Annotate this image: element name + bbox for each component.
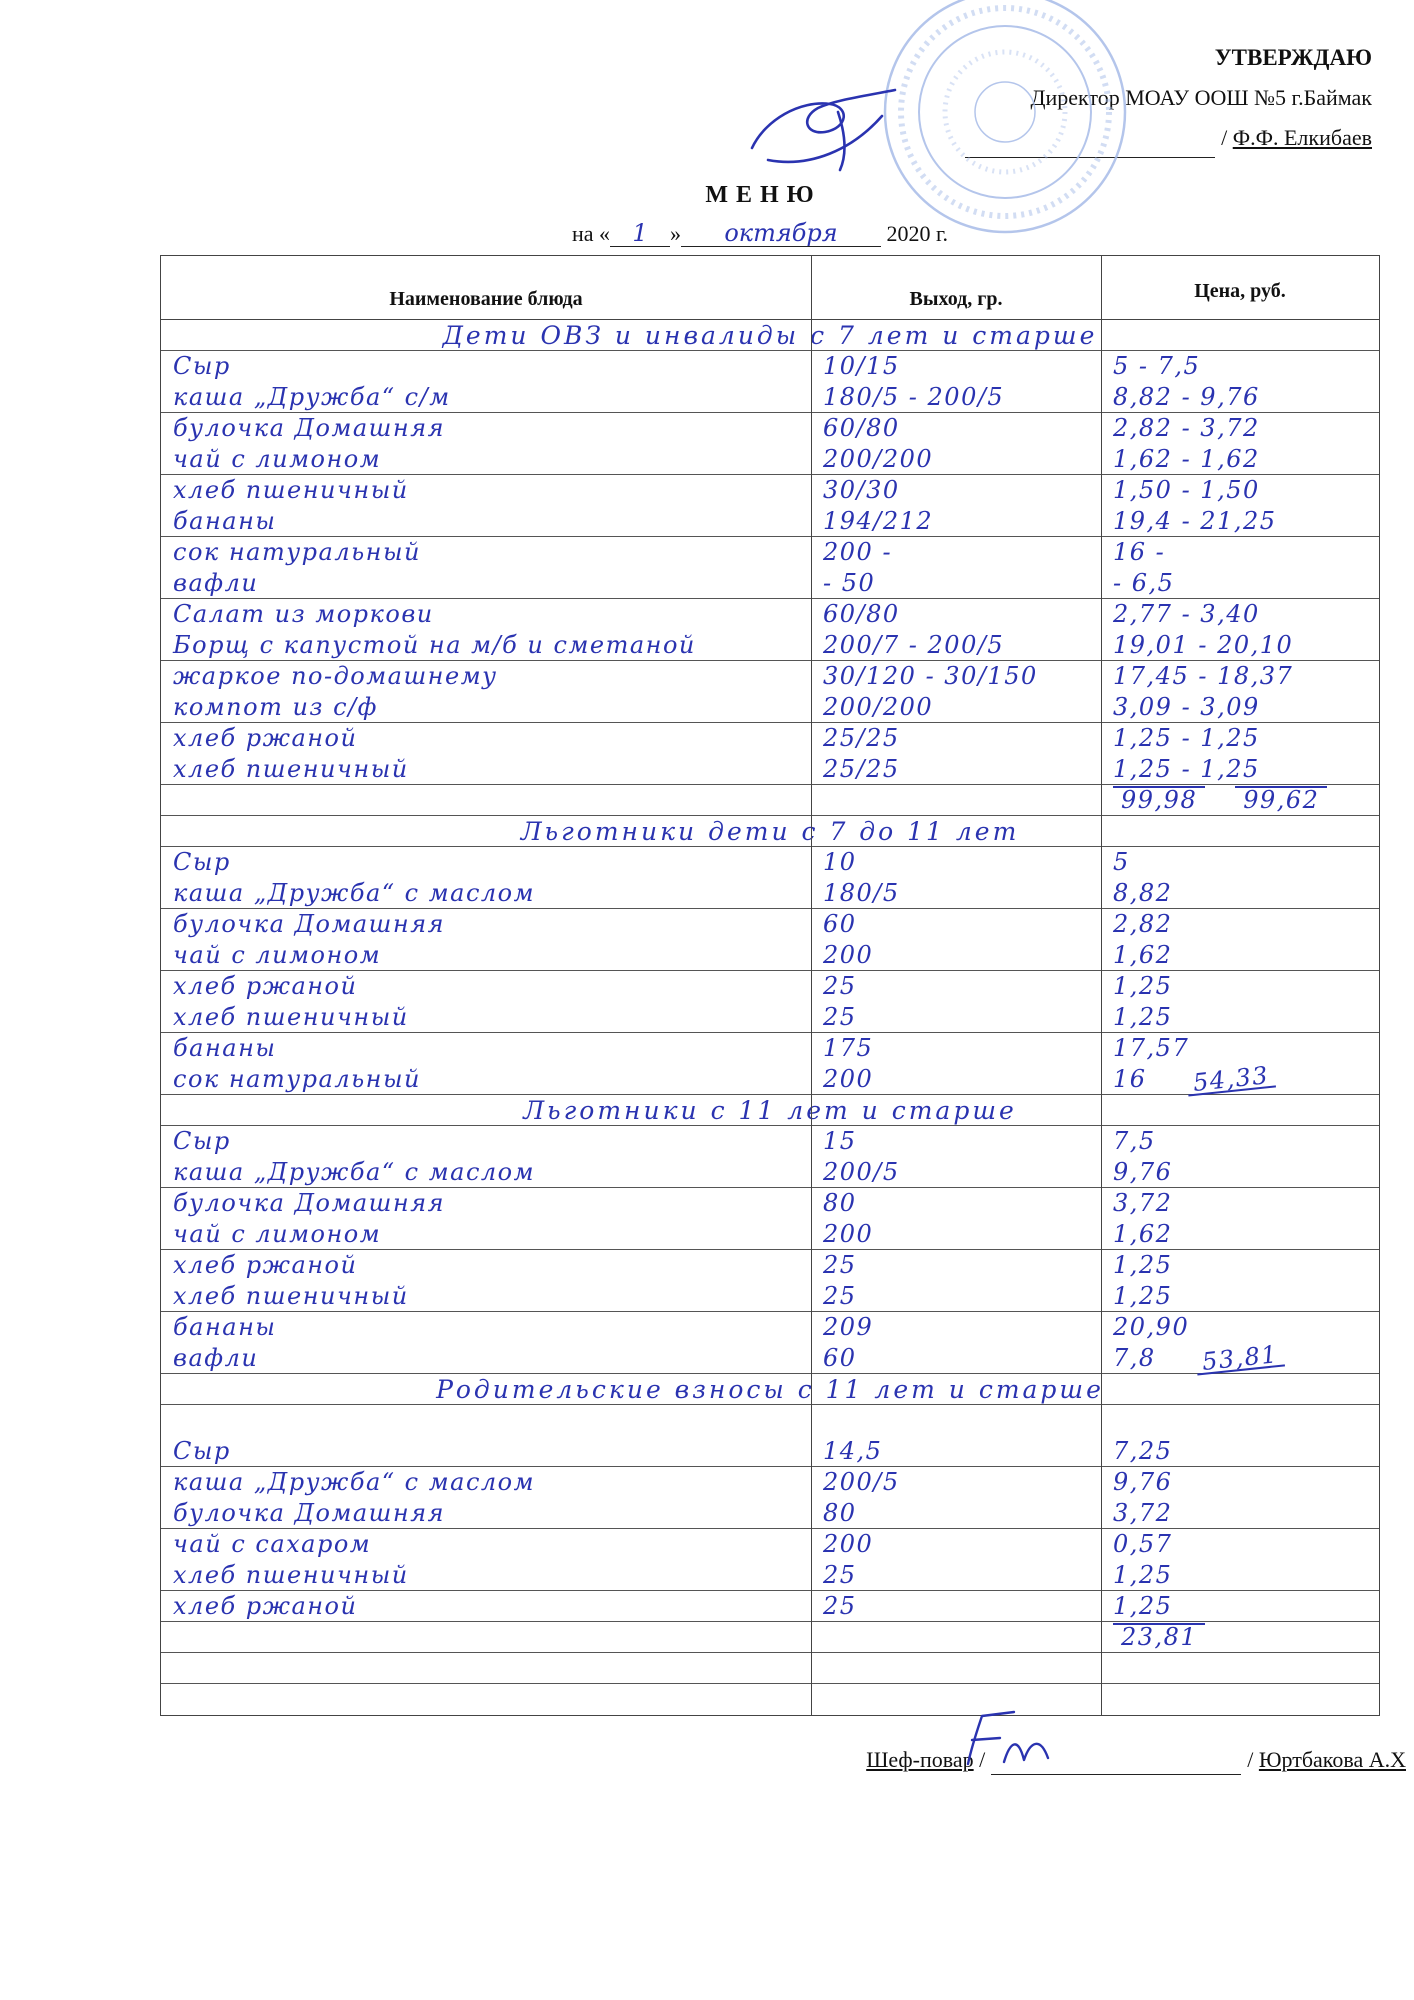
dish-price-cell xyxy=(1101,506,1379,536)
menu-row xyxy=(161,599,1379,630)
dish-name: каша „Дружба“ с маслом xyxy=(173,879,536,907)
dish-yield: 30/30 xyxy=(823,476,900,504)
dish-price: 7,5 xyxy=(1113,1127,1156,1155)
header-yield: Выход, гр. xyxy=(909,288,1003,310)
dish-price-cell xyxy=(1101,1061,1379,1097)
dish-name: хлеб пшеничный xyxy=(173,755,409,783)
menu-row xyxy=(161,909,1379,940)
dish-price-cell xyxy=(1101,382,1379,412)
dish-price-cell xyxy=(1101,1281,1379,1311)
dish-price-cell xyxy=(1101,1312,1379,1343)
dish-name: булочка Домашняя xyxy=(173,910,445,938)
dish-price-cell xyxy=(1101,1002,1379,1032)
dish-yield: 25 xyxy=(823,1003,857,1031)
dish-price: 3,72 xyxy=(1113,1189,1173,1217)
dish-name: каша „Дружба“ с маслом xyxy=(173,1158,536,1186)
dish-price: 5 - 7,5 xyxy=(1113,352,1201,380)
dish-price: 16 xyxy=(1113,1065,1147,1093)
total-name-cell xyxy=(161,785,811,815)
menu-row xyxy=(161,1591,1379,1622)
dish-price: 7,8 xyxy=(1113,1344,1156,1372)
section-total-row xyxy=(161,1622,1379,1653)
menu-row xyxy=(161,382,1379,413)
dish-price: 19,4 - 21,25 xyxy=(1113,507,1277,535)
menu-row xyxy=(161,1126,1379,1157)
dish-yield: 25 xyxy=(823,972,857,1000)
menu-row xyxy=(161,537,1379,568)
dish-name: Борщ с капустой на м/б и сметаной xyxy=(173,631,696,659)
dish-price-cell xyxy=(1101,444,1379,474)
dish-yield: 25 xyxy=(823,1251,857,1279)
dish-price-cell xyxy=(1101,1591,1379,1621)
section-title-row xyxy=(161,320,1379,351)
table-header xyxy=(161,256,1379,320)
dish-price: 2,82 - 3,72 xyxy=(1113,414,1260,442)
dish-yield: 60/80 xyxy=(823,414,900,442)
dish-name: каша „Дружба“ с маслом xyxy=(173,1468,536,1496)
dish-price-cell xyxy=(1101,940,1379,970)
dish-yield: 80 xyxy=(823,1189,857,1217)
blank-row xyxy=(161,1653,1379,1684)
dish-name: булочка Домашняя xyxy=(173,1499,445,1527)
section-title: Льготники дети с 7 до 11 лет xyxy=(520,817,1020,846)
dish-price: 1,25 xyxy=(1113,1251,1173,1279)
dish-name: булочка Домашняя xyxy=(173,414,445,442)
blank-cell xyxy=(811,1684,1101,1715)
dish-name xyxy=(161,1405,811,1436)
dish-price-cell xyxy=(1101,1219,1379,1249)
menu-row xyxy=(161,878,1379,909)
menu-table xyxy=(160,255,1380,1716)
director-signature-blank xyxy=(965,130,1215,158)
dish-name: чай с лимоном xyxy=(173,445,382,473)
blank-cell xyxy=(161,1653,811,1683)
dish-name: хлеб ржаной xyxy=(173,724,358,752)
menu-date-day: 1 xyxy=(610,220,670,247)
dish-name: Сыр xyxy=(173,848,231,876)
menu-row xyxy=(161,506,1379,537)
menu-date-year: 2020 г. xyxy=(886,221,949,246)
menu-row xyxy=(161,692,1379,723)
total-price-cell xyxy=(1101,785,1379,815)
blank-cell xyxy=(161,1684,811,1715)
dish-name: хлеб пшеничный xyxy=(173,476,409,504)
dish-price-cell xyxy=(1101,1250,1379,1281)
section-title: Льготники с 11 лет и старше xyxy=(523,1096,1017,1125)
chef-name-separator: / xyxy=(1247,1747,1254,1772)
dish-name: булочка Домашняя xyxy=(173,1189,445,1217)
approval-block xyxy=(812,38,1372,158)
menu-row xyxy=(161,1529,1379,1560)
dish-price: 3,09 - 3,09 xyxy=(1113,693,1260,721)
menu-row xyxy=(161,351,1379,382)
dish-yield: 60 xyxy=(823,1344,857,1372)
menu-row xyxy=(161,1436,1379,1467)
total-name-cell xyxy=(161,1622,811,1652)
dish-yield: 30/120 - 30/150 xyxy=(823,662,1038,690)
menu-row xyxy=(161,940,1379,971)
menu-date xyxy=(460,220,1060,247)
dish-price-cell xyxy=(1101,1340,1379,1376)
menu-row xyxy=(161,1340,1379,1376)
chef-signature-blank xyxy=(991,1749,1241,1775)
dish-price: 1,25 xyxy=(1113,1592,1173,1620)
header-price: Цена, руб. xyxy=(1194,280,1286,302)
chef-signature-block xyxy=(866,1745,1406,1775)
menu-date-month: октября xyxy=(681,220,881,247)
dish-price: 1,25 xyxy=(1113,972,1173,1000)
dish-price-cell xyxy=(1101,413,1379,444)
director-separator: / xyxy=(1221,125,1228,150)
menu-row xyxy=(161,971,1379,1002)
menu-row xyxy=(161,1281,1379,1312)
menu-date-close: » xyxy=(670,221,681,246)
signature-stroke xyxy=(972,1738,1000,1740)
dish-name: бананы xyxy=(173,507,277,535)
dish-yield: 200 xyxy=(823,1220,874,1248)
column-divider xyxy=(1101,256,1102,1715)
blank-row xyxy=(161,1684,1379,1715)
dish-price: 2,77 - 3,40 xyxy=(1113,600,1260,628)
dish-yield: 200/7 - 200/5 xyxy=(823,631,1005,659)
dish-price-cell xyxy=(1101,537,1379,568)
dish-price-cell xyxy=(1101,1126,1379,1157)
dish-price: 7,25 xyxy=(1113,1437,1173,1465)
dish-price: - 6,5 xyxy=(1113,569,1175,597)
dish-name: чай с лимоном xyxy=(173,941,382,969)
dish-yield: - 50 xyxy=(823,569,876,597)
menu-row xyxy=(161,568,1379,599)
dish-yield: 200 xyxy=(823,1530,874,1558)
dish-name: Сыр xyxy=(173,1127,231,1155)
menu-row xyxy=(161,1250,1379,1281)
dish-yield: 200/200 xyxy=(823,445,934,473)
menu-row xyxy=(161,630,1379,661)
menu-row xyxy=(161,475,1379,506)
dish-price: 1,25 - 1,25 xyxy=(1113,724,1260,752)
dish-yield: 60/80 xyxy=(823,600,900,628)
dish-price: 19,01 - 20,10 xyxy=(1113,631,1294,659)
section-title: Родительские взносы с 11 лет и старше xyxy=(436,1375,1104,1404)
dish-price: 8,82 xyxy=(1113,879,1173,907)
menu-row xyxy=(161,1312,1379,1343)
dish-yield: 200 - xyxy=(823,538,893,566)
menu-row xyxy=(161,1002,1379,1033)
table-body xyxy=(161,320,1379,1715)
dish-yield: 200/5 xyxy=(823,1468,900,1496)
dish-price-cell xyxy=(1101,1436,1379,1466)
section-total-row xyxy=(161,785,1379,816)
dish-price: 1,62 xyxy=(1113,941,1173,969)
dish-price-cell xyxy=(1101,1405,1379,1436)
dish-price-cell xyxy=(1101,847,1379,878)
dish-name: чай с сахаром xyxy=(173,1530,372,1558)
blank-cell xyxy=(1101,1684,1379,1715)
dish-yield: 180/5 xyxy=(823,879,900,907)
dish-yield: 14,5 xyxy=(823,1437,883,1465)
menu-row xyxy=(161,1498,1379,1529)
blank-cell xyxy=(811,1653,1101,1683)
menu-row xyxy=(161,1157,1379,1188)
section-total: 23,81 xyxy=(1113,1623,1205,1649)
director-signature-line xyxy=(812,118,1372,158)
dish-price: 17,45 - 18,37 xyxy=(1113,662,1294,690)
menu-row xyxy=(161,1467,1379,1498)
dish-yield: 25/25 xyxy=(823,724,900,752)
dish-yield: 194/212 xyxy=(823,507,934,535)
menu-row xyxy=(161,1188,1379,1219)
menu-title: М Е Н Ю xyxy=(705,182,815,208)
dish-price: 1,25 xyxy=(1113,1561,1173,1589)
dish-price-cell xyxy=(1101,568,1379,598)
blank-cell xyxy=(1101,1653,1379,1683)
dish-yield: 25 xyxy=(823,1561,857,1589)
section-total: 54,33 xyxy=(1186,1063,1276,1096)
dish-yield: 10 xyxy=(823,848,857,876)
total-yield-cell xyxy=(811,785,1101,815)
dish-price: 20,90 xyxy=(1113,1313,1190,1341)
dish-price: 3,72 xyxy=(1113,1499,1173,1527)
dish-yield: 80 xyxy=(823,1499,857,1527)
dish-price-cell xyxy=(1101,475,1379,506)
dish-name: сок натуральный xyxy=(173,538,421,566)
section-title-row xyxy=(161,1374,1379,1405)
dish-yield: 25/25 xyxy=(823,755,900,783)
dish-yield: 180/5 - 200/5 xyxy=(823,383,1005,411)
dish-price-cell xyxy=(1101,599,1379,630)
menu-row xyxy=(161,847,1379,878)
dish-name: вафли xyxy=(173,1344,259,1372)
dish-price-cell xyxy=(1101,1498,1379,1528)
section-total: 53,81 xyxy=(1195,1342,1285,1375)
dish-price-cell xyxy=(1101,351,1379,382)
dish-price-cell xyxy=(1101,1560,1379,1590)
dish-yield: 60 xyxy=(823,910,857,938)
dish-yield: 175 xyxy=(823,1034,874,1062)
dish-name: сок натуральный xyxy=(173,1065,421,1093)
dish-price-cell xyxy=(1101,909,1379,940)
dish-name: жаркое по-домашнему xyxy=(173,662,498,690)
section-title-row xyxy=(161,1095,1379,1126)
dish-yield: 200 xyxy=(823,1065,874,1093)
dish-price-cell xyxy=(1101,1467,1379,1498)
chef-title: Шеф-повар xyxy=(866,1747,974,1772)
dish-yield: 25 xyxy=(823,1592,857,1620)
dish-price: 1,25 xyxy=(1113,1003,1173,1031)
menu-row xyxy=(161,723,1379,754)
dish-price-cell xyxy=(1101,723,1379,754)
dish-price: 1,25 xyxy=(1113,1282,1173,1310)
dish-price-cell xyxy=(1101,1529,1379,1560)
dish-yield xyxy=(811,1405,1101,1436)
dish-price: 5 xyxy=(1113,848,1130,876)
dish-price: 17,57 xyxy=(1113,1034,1190,1062)
dish-price-cell xyxy=(1101,754,1379,784)
director-position: Директор МОАУ ООШ №5 г.Баймак xyxy=(1030,85,1372,110)
dish-price-cell xyxy=(1101,1157,1379,1187)
dish-name: компот из с/ф xyxy=(173,693,378,721)
dish-yield: 200/5 xyxy=(823,1158,900,1186)
dish-name: Сыр xyxy=(173,1437,231,1465)
dish-name: хлеб ржаной xyxy=(173,972,358,1000)
dish-name: хлеб ржаной xyxy=(173,1592,358,1620)
menu-row xyxy=(161,661,1379,692)
dish-name: Салат из моркови xyxy=(173,600,434,628)
dish-price: 0,57 xyxy=(1113,1530,1173,1558)
dish-yield: 10/15 xyxy=(823,352,900,380)
dish-price: 9,76 xyxy=(1113,1468,1173,1496)
dish-name: чай с лимоном xyxy=(173,1220,382,1248)
dish-name: хлеб пшеничный xyxy=(173,1282,409,1310)
dish-price-cell xyxy=(1101,692,1379,722)
menu-row xyxy=(161,444,1379,475)
dish-name: бананы xyxy=(173,1034,277,1062)
menu-row xyxy=(161,1405,1379,1436)
dish-price: 1,25 - 1,25 xyxy=(1113,755,1260,783)
dish-name: Сыр xyxy=(173,352,231,380)
section-total: 99,62 xyxy=(1235,786,1327,812)
dish-price-cell xyxy=(1101,661,1379,692)
dish-name: хлеб пшеничный xyxy=(173,1561,409,1589)
dish-yield: 15 xyxy=(823,1127,857,1155)
dish-name: хлеб ржаной xyxy=(173,1251,358,1279)
dish-price: 2,82 xyxy=(1113,910,1173,938)
column-divider xyxy=(811,256,812,1715)
section-title-row xyxy=(161,816,1379,847)
dish-price-cell xyxy=(1101,630,1379,660)
dish-price-cell xyxy=(1101,1033,1379,1064)
menu-row xyxy=(161,1560,1379,1591)
dish-yield: 209 xyxy=(823,1313,874,1341)
dish-price-cell xyxy=(1101,971,1379,1002)
dish-price: 8,82 - 9,76 xyxy=(1113,383,1260,411)
total-yield-cell xyxy=(811,1622,1101,1652)
menu-row xyxy=(161,1219,1379,1250)
menu-row xyxy=(161,413,1379,444)
dish-yield: 25 xyxy=(823,1282,857,1310)
dish-yield: 200 xyxy=(823,941,874,969)
menu-row xyxy=(161,1033,1379,1064)
chef-name: Юртбакова А.Х xyxy=(1258,1747,1406,1772)
approve-heading: УТВЕРЖДАЮ xyxy=(1214,45,1372,70)
dish-price: 1,50 - 1,50 xyxy=(1113,476,1260,504)
menu-row xyxy=(161,754,1379,785)
chef-separator: / xyxy=(979,1747,986,1772)
dish-name: хлеб пшеничный xyxy=(173,1003,409,1031)
dish-name: каша „Дружба“ с/м xyxy=(173,383,451,411)
dish-price: 1,62 - 1,62 xyxy=(1113,445,1260,473)
dish-yield: 200/200 xyxy=(823,693,934,721)
dish-price: 1,62 xyxy=(1113,1220,1173,1248)
total-price-cell xyxy=(1101,1622,1379,1652)
section-total: 99,98 xyxy=(1113,786,1205,812)
menu-date-prefix: на « xyxy=(571,221,610,246)
dish-price-cell xyxy=(1101,1188,1379,1219)
director-name: Ф.Ф. Елкибаев xyxy=(1232,125,1372,150)
dish-name: бананы xyxy=(173,1313,277,1341)
menu-row xyxy=(161,1061,1379,1097)
dish-price: 16 - xyxy=(1113,538,1166,566)
dish-name: вафли xyxy=(173,569,259,597)
section-title: Дети ОВЗ и инвалиды с 7 лет и старше xyxy=(442,321,1098,350)
header-dish-name: Наименование блюда xyxy=(389,288,583,310)
dish-price: 9,76 xyxy=(1113,1158,1173,1186)
dish-price-cell xyxy=(1101,878,1379,908)
